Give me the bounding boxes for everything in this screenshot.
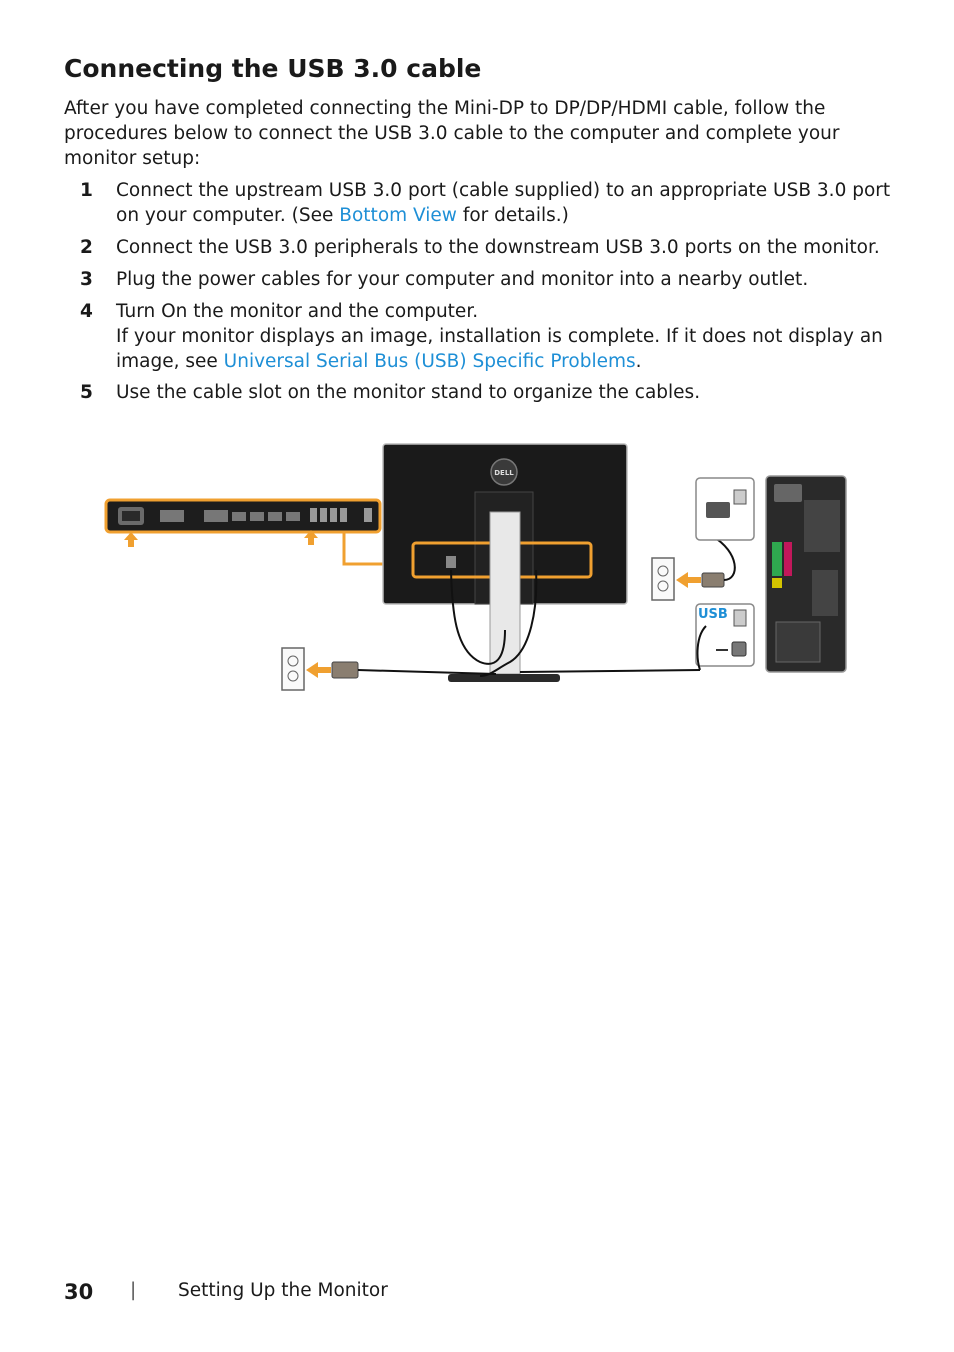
bottom-view-link[interactable]: Bottom View — [339, 205, 457, 226]
step-number: 3 — [80, 269, 93, 290]
step-text: Plug the power cables for your computer and monitor into a nearby outlet. — [116, 269, 809, 290]
usb-label: USB — [698, 607, 728, 622]
step-text: for details.) — [456, 205, 569, 226]
step-text: Turn On the monitor and the computer. — [116, 301, 479, 322]
step-text: Connect the upstream USB 3.0 port (cable supplied) to an appropriate USB 3.0 port on your computer. (See — [116, 180, 891, 226]
step-text: Connect the USB 3.0 peripherals to the downstream USB 3.0 ports on the monitor. — [116, 237, 880, 258]
step-text: . — [635, 351, 642, 372]
pc-tower — [766, 476, 846, 672]
usb-callout — [520, 604, 754, 672]
step-number: 2 — [80, 237, 93, 258]
step-number: 4 — [80, 301, 93, 322]
step-text: If your monitor displays an image, installation is complete. If it does not display an image, see — [116, 326, 883, 372]
page-number: 30 — [64, 1280, 94, 1304]
usb-connection-illustration — [100, 440, 852, 696]
page-title: Connecting the USB 3.0 cable — [64, 54, 482, 83]
usb-problems-link[interactable]: Universal Serial Bus (USB) Specific Problems — [223, 351, 636, 372]
step-3 — [64, 267, 894, 292]
step-number: 1 — [80, 180, 93, 201]
footer-separator: | — [130, 1280, 137, 1301]
step-text: Use the cable slot on the monitor stand to organize the cables. — [116, 382, 701, 403]
step-1 — [64, 178, 894, 228]
intro-paragraph: After you have completed connecting the Mini-DP to DP/DP/HDMI cable, follow the procedures below to connect the USB 3.0 cable to the computer and complete your monitor setup: — [64, 98, 840, 169]
connector-panel-callout — [106, 500, 410, 564]
footer-section-title: Setting Up the Monitor — [178, 1280, 388, 1301]
step-4 — [64, 299, 894, 374]
monitor-back — [383, 444, 627, 682]
dell-logo: DELL — [494, 469, 514, 477]
power-outlet-left — [282, 648, 496, 690]
step-2 — [64, 235, 894, 260]
pc-power-callout — [696, 478, 754, 540]
step-number: 5 — [80, 382, 93, 403]
steps-list — [64, 178, 894, 405]
step-5 — [64, 380, 894, 405]
